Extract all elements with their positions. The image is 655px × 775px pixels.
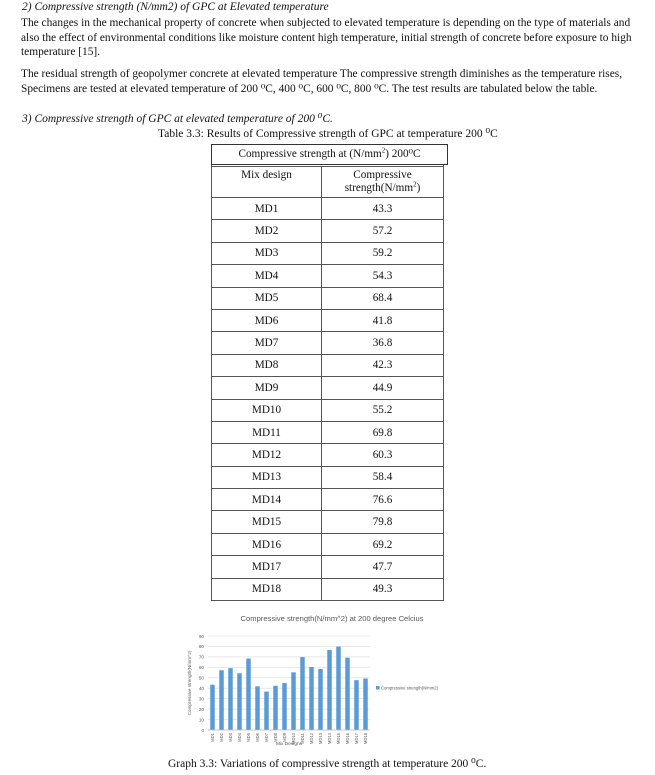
cell-compressive-value: 59.2 (322, 242, 444, 264)
table-row (212, 198, 444, 220)
table-row (212, 354, 444, 376)
table-title: Compressive strength at $(N/mm^2)$ 200⁰C (211, 144, 448, 165)
x-tick-label: MD15 (336, 733, 341, 745)
legend-swatch (376, 686, 380, 690)
bar (228, 668, 233, 730)
table-row (212, 220, 444, 242)
bar (336, 647, 341, 730)
cell-mix-design: MD7 (212, 332, 322, 354)
cell-compressive-value: 55.2 (322, 399, 444, 421)
y-tick-label: 70 (198, 654, 204, 660)
cell-compressive-value: 47.7 (322, 556, 444, 578)
bar (255, 686, 260, 730)
table-row (212, 242, 444, 264)
table-row (212, 489, 444, 511)
y-tick-label: 20 (198, 706, 204, 712)
results-table (211, 144, 444, 601)
legend-label: Compressive strength(N/mm2) (381, 685, 439, 691)
bar (264, 692, 269, 730)
sub-heading: 3) Compressive strength of GPC at elevated temperature of 200 ⁰C. (22, 113, 333, 125)
cell-mix-design: MD5 (212, 287, 322, 309)
x-tick-label: MD4 (237, 733, 242, 742)
y-tick-label: 60 (198, 665, 204, 671)
y-tick-label: 50 (198, 675, 204, 681)
cell-compressive-value: 42.3 (322, 354, 444, 376)
cell-compressive-value: 69.2 (322, 533, 444, 555)
cell-compressive-value: 41.8 (322, 309, 444, 331)
bar (273, 686, 278, 730)
table-caption: Table 3.3: Results of Compressive strength of GPC at temperature 200 ⁰C (158, 128, 498, 140)
table-row (212, 265, 444, 287)
x-axis-label: Mix Designs (275, 742, 303, 747)
cell-mix-design: MD18 (212, 578, 322, 600)
cell-compressive-value: 44.9 (322, 377, 444, 399)
cell-compressive-value: 69.8 (322, 421, 444, 443)
cell-compressive-value: 57.2 (322, 220, 444, 242)
x-tick-label: MD12 (309, 733, 314, 745)
bar (354, 680, 359, 730)
cell-compressive-value: 54.3 (322, 265, 444, 287)
cell-mix-design: MD6 (212, 309, 322, 331)
x-tick-label: MD5 (246, 733, 251, 742)
x-tick-label: MD10 (291, 733, 296, 745)
bar (282, 683, 287, 730)
y-tick-label: 90 (198, 633, 204, 639)
y-axis-label: Compressive strength(N/mm^2) (187, 650, 192, 716)
y-tick-label: 40 (198, 686, 204, 692)
table-row (212, 511, 444, 533)
graph-caption: Graph 3.3: Variations of compressive strength at temperature 200 ⁰C. (168, 758, 487, 770)
table-row (212, 533, 444, 555)
cell-mix-design: MD8 (212, 354, 322, 376)
cell-mix-design: MD10 (212, 399, 322, 421)
x-tick-label: MD3 (228, 733, 233, 742)
table-row (212, 377, 444, 399)
x-tick-label: MD9 (282, 733, 287, 742)
chart-area (182, 610, 482, 752)
cell-mix-design: MD16 (212, 533, 322, 555)
bar (309, 667, 314, 730)
cell-compressive-value: 76.6 (322, 489, 444, 511)
x-tick-label: MD17 (354, 733, 359, 745)
section-heading: 2) Compressive strength (N/mm2) of GPC at Elevated temperature (22, 1, 329, 13)
bar (327, 650, 332, 730)
cell-compressive-value: 60.3 (322, 444, 444, 466)
bar (237, 673, 242, 730)
cell-compressive-value: 68.4 (322, 287, 444, 309)
cell-compressive-value: 43.3 (322, 198, 444, 220)
cell-mix-design: MD14 (212, 489, 322, 511)
table-row (212, 332, 444, 354)
bar (246, 659, 251, 730)
y-tick-label: 80 (198, 644, 204, 650)
table-row (212, 309, 444, 331)
x-tick-label: MD2 (219, 733, 224, 742)
cell-mix-design: MD15 (212, 511, 322, 533)
table-row (212, 444, 444, 466)
table-row (212, 556, 444, 578)
y-tick-label: 30 (198, 696, 204, 702)
paragraph-intro: The changes in the mechanical property of concrete when subjected to elevated temperature is depending on the type of materials and also the effect of environmental conditions like moisture content high temperature, initial strength of concrete before exposure to high temperature [15]. (21, 17, 632, 59)
table-row (212, 399, 444, 421)
y-tick-label: 0 (201, 727, 204, 733)
table-row (212, 578, 444, 600)
cell-mix-design: MD13 (212, 466, 322, 488)
bar (345, 658, 350, 730)
cell-mix-design: MD11 (212, 421, 322, 443)
table-row (212, 466, 444, 488)
table-header-row (212, 167, 444, 198)
x-tick-label: MD16 (345, 733, 350, 745)
x-tick-label: MD13 (318, 733, 323, 745)
bar (291, 672, 296, 730)
x-tick-label: MD18 (363, 733, 368, 745)
x-tick-label: MD6 (255, 733, 260, 742)
cell-compressive-value: 49.3 (322, 578, 444, 600)
bar (300, 657, 305, 730)
cell-compressive-value: 79.8 (322, 511, 444, 533)
cell-mix-design: MD4 (212, 265, 322, 287)
cell-compressive-value: 36.8 (322, 332, 444, 354)
bar (219, 670, 224, 730)
cell-mix-design: MD17 (212, 556, 322, 578)
bar (363, 679, 368, 730)
x-tick-label: MD14 (327, 733, 332, 745)
header-mix-design: Mix design (212, 167, 322, 198)
chart-svg (182, 610, 482, 752)
cell-mix-design: MD3 (212, 242, 322, 264)
table-row (212, 421, 444, 443)
x-tick-label: MD8 (273, 733, 278, 742)
chart-title: Compressive strength(N/mm^2) at 200 degree Celcius (240, 614, 424, 623)
cell-mix-design: MD12 (212, 444, 322, 466)
x-tick-label: MD11 (300, 733, 305, 744)
paragraph-residual: The residual strength of geopolymer concrete at elevated temperature The compressive strength diminishes as the temperature rises, Specimens are tested at elevated temperature of 200 ⁰C, 400 ⁰C, 600 ⁰C, 800 ⁰C. The test results are tabulated below the table. (21, 68, 623, 95)
table-row (212, 287, 444, 309)
y-tick-label: 10 (198, 717, 204, 723)
bar (210, 685, 215, 730)
bar (318, 669, 323, 730)
x-tick-label: MD7 (264, 733, 269, 742)
x-tick-label: MD1 (210, 733, 215, 742)
cell-mix-design: MD1 (212, 198, 322, 220)
cell-compressive-value: 58.4 (322, 466, 444, 488)
cell-mix-design: MD2 (212, 220, 322, 242)
cell-mix-design: MD9 (212, 377, 322, 399)
header-compressive-strength: Compressive $strength(N/mm^2)$ (322, 167, 444, 198)
